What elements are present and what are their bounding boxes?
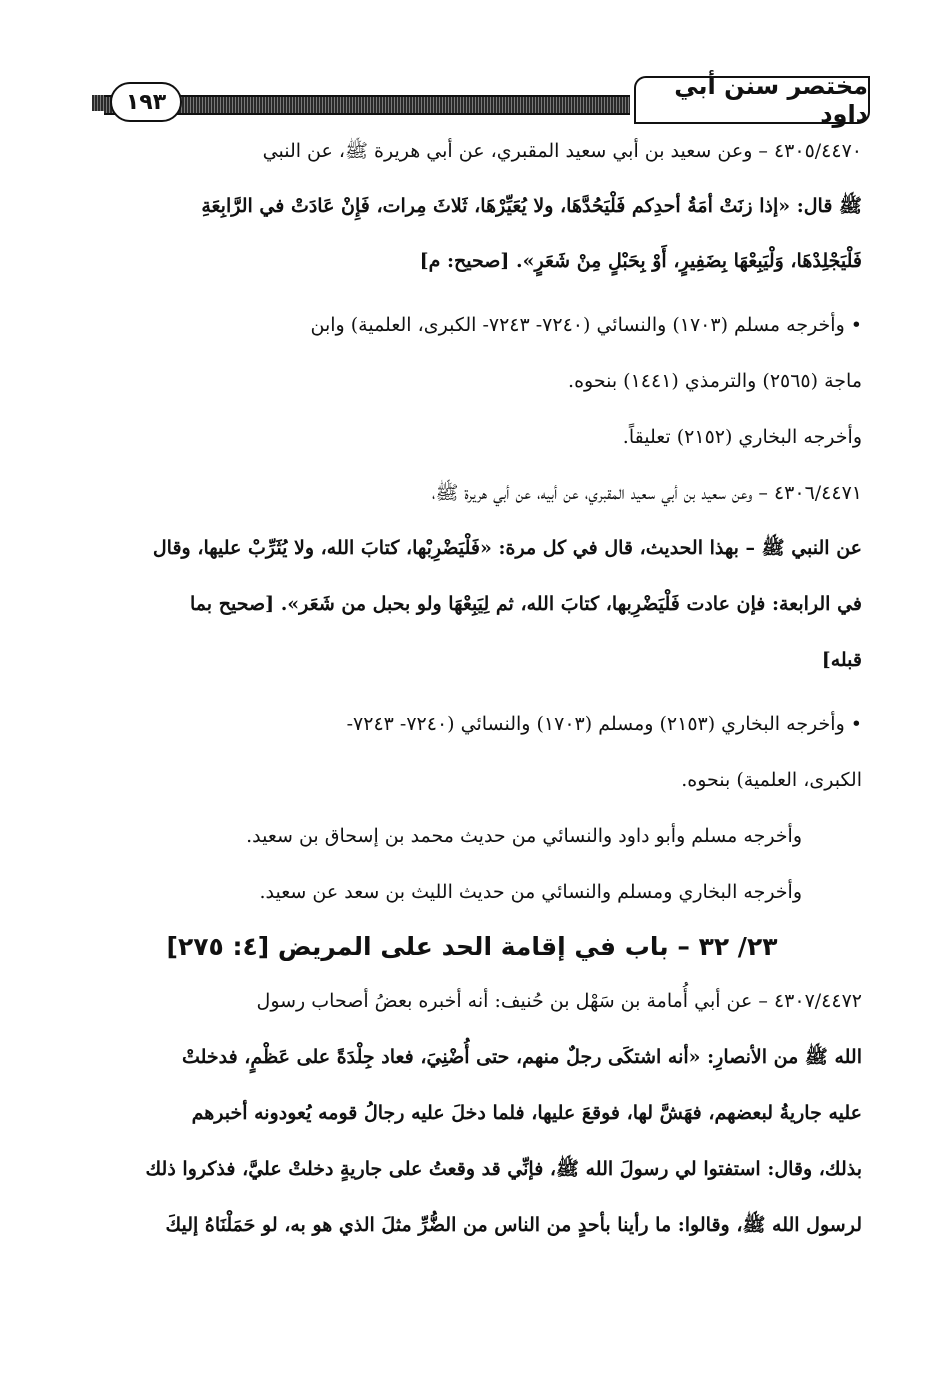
takhrij-4471-line-3: وأخرجه مسلم وأبو داود والنسائي من حديث محمد بن إسحاق بن سعيد. [246, 825, 802, 847]
takhrij-4471-line-1: • وأخرجه البخاري (٢١٥٣) ومسلم (١٧٠٣) والنسائي (٧٢٤٠- ٧٢٤٣- [82, 715, 862, 734]
page-header [92, 70, 870, 130]
hadith-4470-line-2: ﷺ قال: «إذا زنَتْ أمَةُ أحدِكم فَلْيَحُدَّهَا، ولا يُعَيِّرْهَا، ثَلاثَ مِرات، فَإِنْ عَادَتْ في الرَّابِعَةِ [201, 195, 862, 217]
hadith-4472-line-3: عليه جاريةُ لبعضهم، فهَشَّ لها، فوقعَ عليها، فلما دخلَ عليه رجالُ قومه يُعودونه أخبرهم [191, 1102, 862, 1124]
book-title: مختصر سنن أبي داود [634, 76, 870, 124]
hadith-4471-line-3: في الرابعة: فإن عادت فَلْيَضْرِبها، كتابَ الله، ثم لِيَبِعْهَا ولو بحبل من شَعَر». [صحيح بما [190, 593, 862, 615]
takhrij-4471-line-2: الكبرى، العلمية) بنحوه. [681, 769, 862, 791]
page-number: ١٩٣ [110, 82, 182, 122]
hadith-4470-line-3: فَلْيَجْلِدْهَا، وَلْيَبِعْهَا بِضَفِيرٍ، أَوْ بِحَبْلٍ مِنْ شَعَرٍ». [صحيح: م] [419, 250, 862, 272]
takhrij-4470-line-1: • وأخرجه مسلم (١٧٠٣) والنسائي (٧٢٤٠- ٧٢٤٣- الكبرى، العلمية) وابن [82, 316, 862, 335]
hadith-4472-line-1: ٤٣٠٧/٤٤٧٢ – عن أبي أُمامة بن سَهْل بن حُنيف: أنه أخبره بعضُ أصحاب رسول [256, 990, 862, 1012]
hadith-4471-line-1: ٤٣٠٦/٤٤٧١ – وعن سعيد بن أبي سعيد المقبري، عن أبيه، عن أبي هريرة ﷺ، [431, 482, 862, 504]
takhrij-4471-line-4: وأخرجه البخاري ومسلم والنسائي من حديث الليث بن سعد عن سعيد. [259, 881, 802, 903]
hadith-4472-line-2: الله ﷺ من الأنصارِ: «أنه اشتكَى رجلٌ منهم، حتى أُضْنِيَ، فعاد جِلْدَةً على عَظْمٍ، فدخلتْ [181, 1046, 862, 1068]
header-rule [104, 95, 630, 115]
hadith-4471-line-4: قبله] [821, 649, 862, 671]
takhrij-4470-line-3: وأخرجه البخاري (٢١٥٢) تعليقاً. [622, 426, 862, 448]
takhrij-4470-line-2: ماجة (٢٥٦٥) والترمذي (١٤٤١) بنحوه. [568, 370, 862, 392]
hadith-4471-line-2: عن النبي ﷺ – بهذا الحديث، قال في كل مرة: «فَلْيَضْرِبْها، كتابَ الله، ولا يُثَرِّبْ عليها، وقال [152, 537, 862, 559]
hadith-4472-line-5: لرسول الله ﷺ، وقالوا: ما رأينا بأحدٍ من الناس من الضُّرِّ مثلَ الذي هو به، لو حَمَلْنَاهُ إليكَ [165, 1214, 862, 1236]
chapter-title: ٢٣/ ٣٢ – باب في إقامة الحد على المريض [٤: ٢٧٥] [166, 932, 778, 961]
hadith-4472-line-4: بذلك، وقال: استفتوا لي رسولَ الله ﷺ، فإنِّي قد وقعتُ على جاريةٍ دخلتْ عليَّ، فذكروا ذلك [145, 1158, 862, 1180]
hadith-4470-line-1: ٤٣٠٥/٤٤٧٠ – وعن سعيد بن أبي سعيد المقبري، عن أبي هريرة ﷺ، عن النبي [262, 140, 862, 162]
